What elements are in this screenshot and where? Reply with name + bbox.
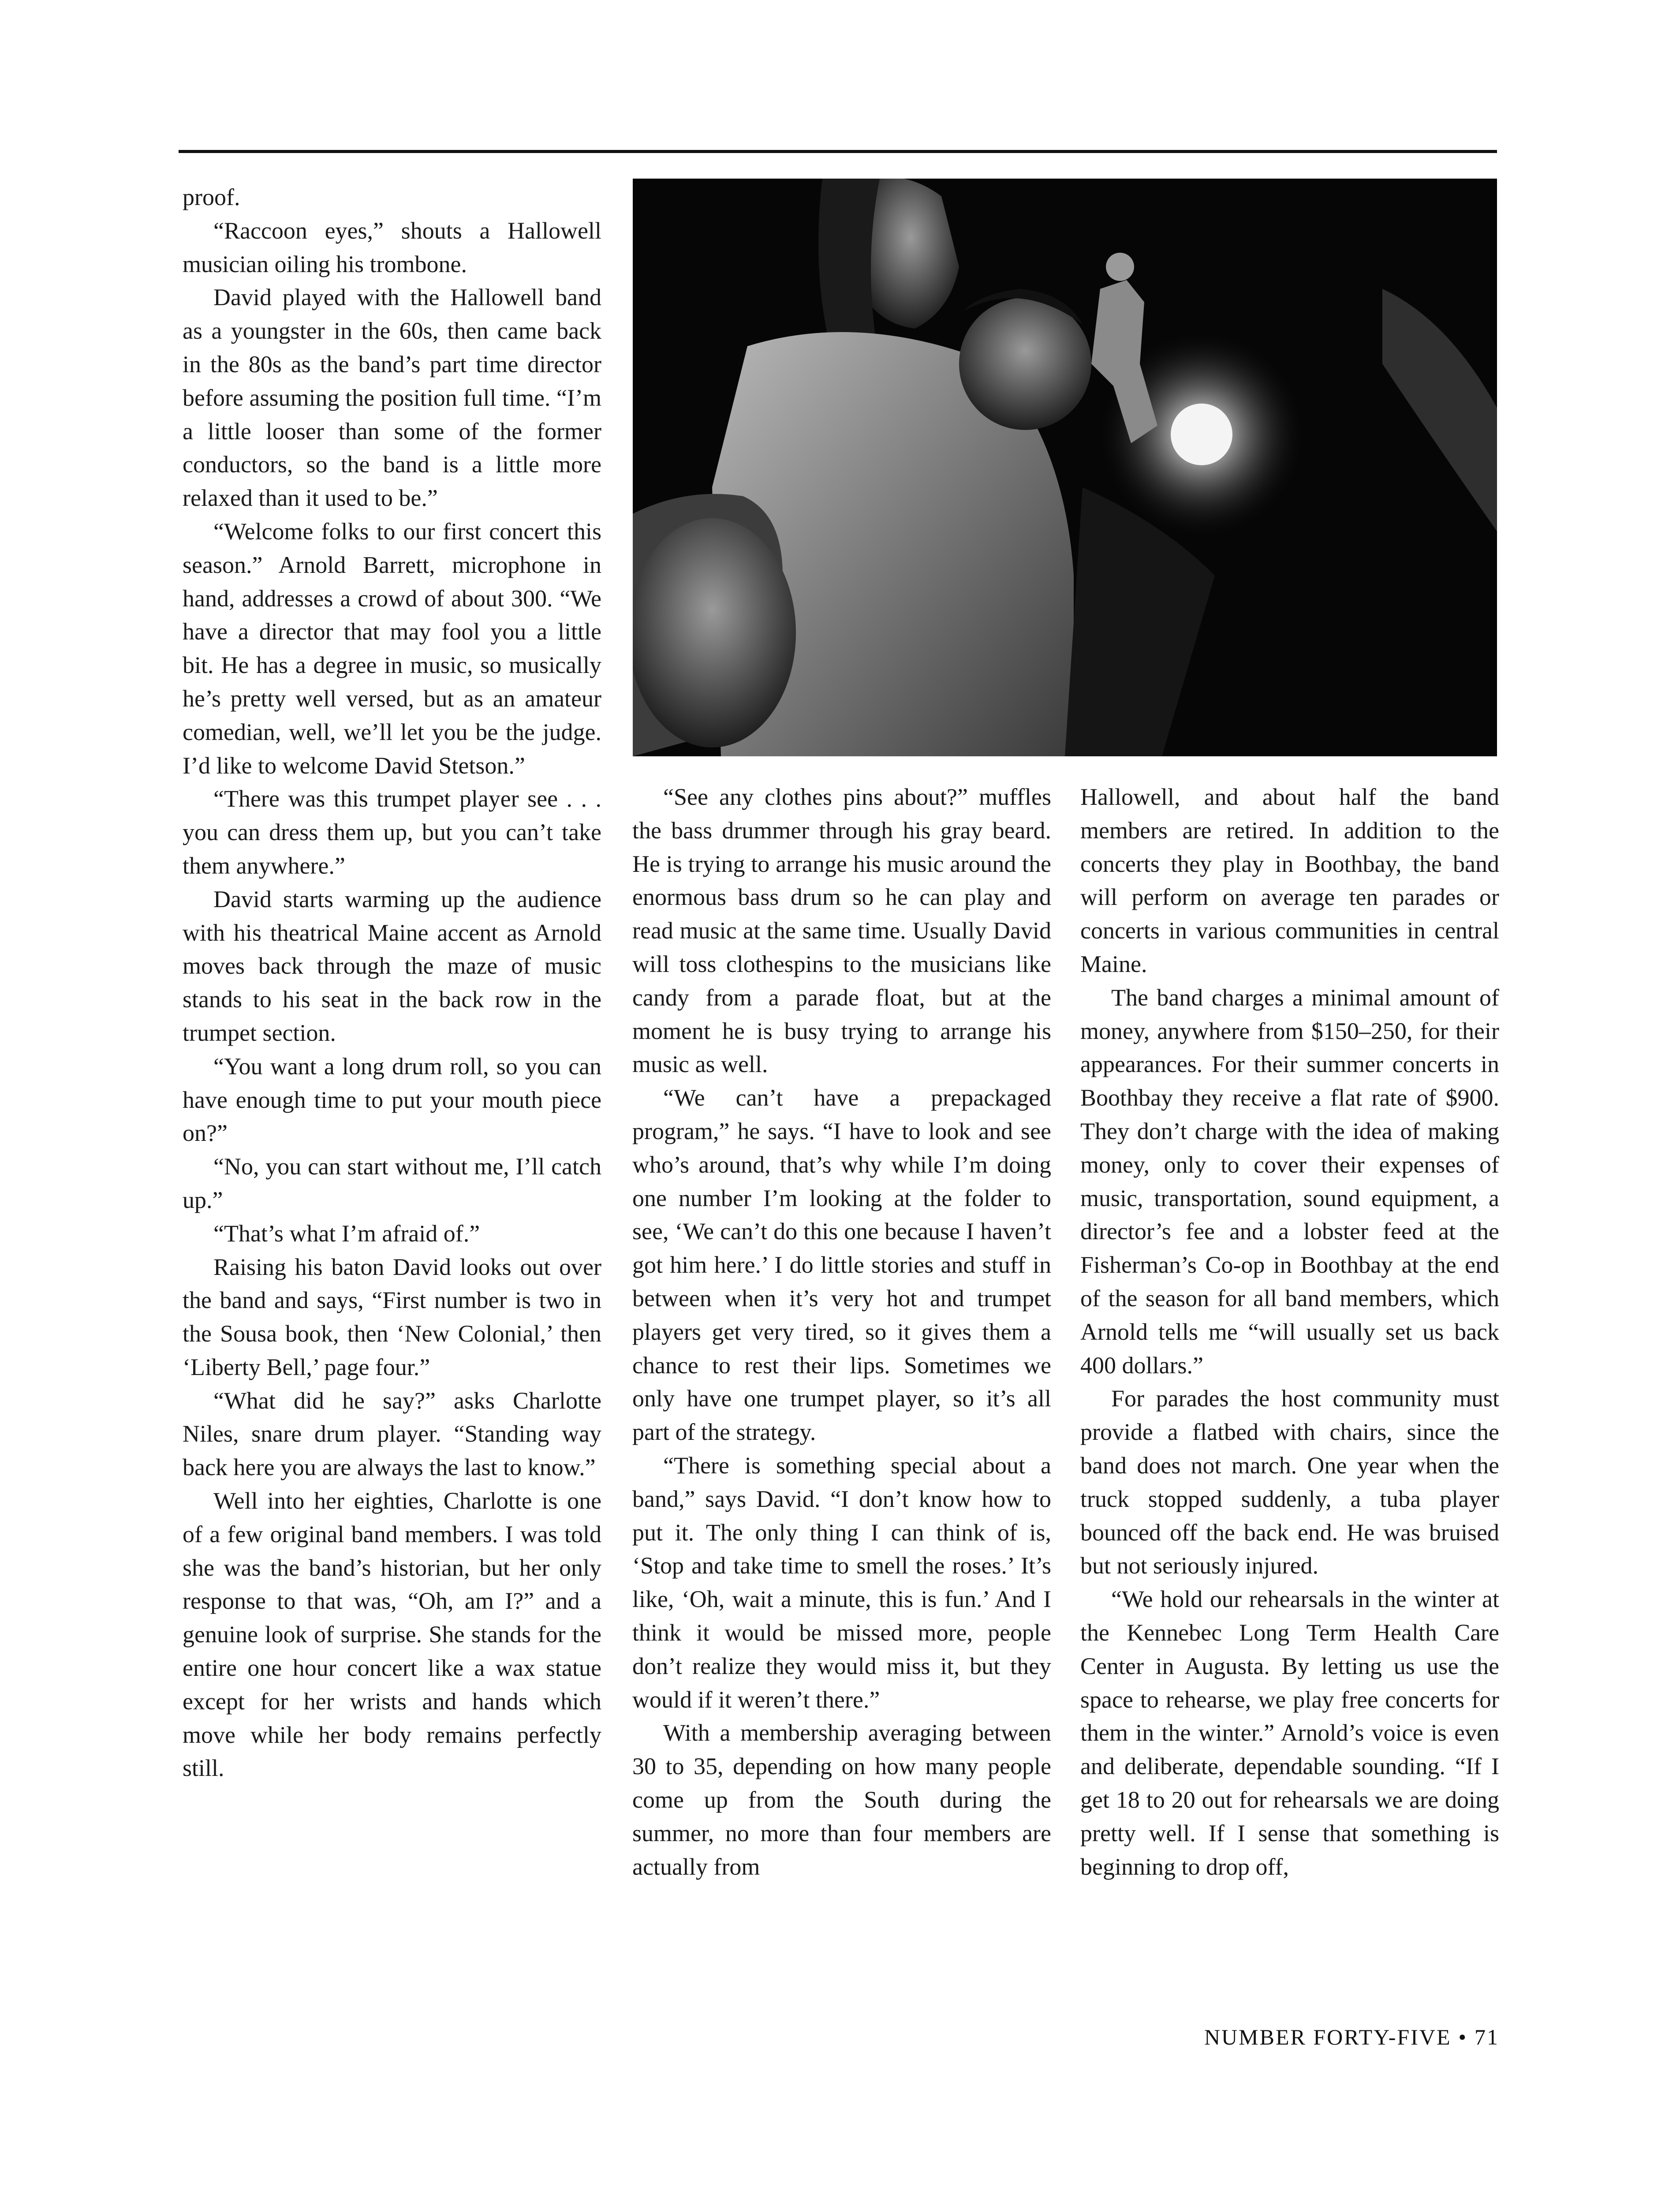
paragraph: proof.	[183, 184, 240, 210]
paragraph: “Raccoon eyes,” shouts a Hallowell musician oiling his trombone.	[183, 217, 601, 277]
paragraph: “See any clothes pins about?” muffles the bass drummer through his gray beard. He is trying to arrange his music around the enormous bass drum so he can play and read music at the same time. Usually David will toss clothespins to the musicians like candy from a parade float, but at the moment he is busy trying to arrange his music as well.	[632, 784, 1051, 1078]
footer-bullet: •	[1458, 2025, 1467, 2049]
paragraph: “You want a long drum roll, so you can have enough time to put your mouth piece on?”	[183, 1053, 601, 1147]
paragraph: For parades the host community must provide a flatbed with chairs, since the band does not march. One year when the truck stopped suddenly, a tuba player bounced off the back end. He was bruised but not seriously injured.	[1080, 1385, 1499, 1579]
paragraph: “That’s what I’m afraid of.”	[213, 1220, 480, 1247]
article-column-3	[1080, 781, 1499, 1884]
paragraph: Well into her eighties, Charlotte is one of a few original band members. I was told she was the band’s historian, but her only response to that was, “Oh, am I?” and a genuine look of surprise. She stands for the entire one hour concert like a wax statue except for her wrists and hands which move while her body remains perfectly still.	[183, 1487, 601, 1782]
paragraph: “No, you can start without me, I’ll catch up.”	[183, 1153, 601, 1213]
article-column-2	[632, 781, 1051, 1884]
paragraph: With a membership averaging between 30 to 35, depending on how many people come up from the South during the summer, no more than four members are actually from	[632, 1719, 1051, 1880]
paragraph: “Welcome folks to our first concert this season.” Arnold Barrett, microphone in hand, addresses a crowd of about 300. “We have a director that may fool you a little bit. He has a degree in music, so musically he’s pretty well versed, but as an amateur comedian, well, we’ll let you be the judge. I’d like to welcome David Stetson.”	[183, 518, 601, 779]
paragraph: “We can’t have a prepackaged program,” he says. “I have to look and see who’s around, that’s why while I’m doing one number I’m looking at the folder to see, ‘We can’t do this one because I haven’t got him here.’ I do little stories and stuff in between when it’s very hot and trumpet players get very tired, so it gives them a chance to rest their lips. Sometimes we only have one trumpet player, so it’s all part of the strategy.	[632, 1084, 1051, 1446]
paragraph: “What did he say?” asks Charlotte Niles, snare drum player. “Standing way back here you are always the last to know.”	[183, 1387, 601, 1481]
paragraph: “There was this trumpet player see . . . you can dress them up, but you can’t take them anywhere.”	[183, 785, 601, 879]
article-photo	[633, 179, 1497, 756]
page-footer	[1146, 2024, 1499, 2050]
paragraph: David played with the Hallowell band as a youngster in the 60s, then came back in the 80s as the band’s part time director before assuming the position full time. “I’m a little looser than some of the former conductors, so the band is a little more relaxed than it used to be.”	[183, 284, 601, 512]
paragraph: Raising his baton David looks out over the band and says, “First number is two in the Sousa book, then ‘New Colonial,’ then ‘Liberty Bell,’ page four.”	[183, 1253, 601, 1380]
page-number: 71	[1475, 2025, 1499, 2049]
paragraph: Hallowell, and about half the band members are retired. In addition to the concerts they play in Boothbay, the band will perform on average ten parades or concerts in various communities in central Maine.	[1080, 784, 1499, 977]
header-rule	[179, 150, 1497, 153]
paragraph: “We hold our rehearsals in the winter at the Kennebec Long Term Health Care Center in Augusta. By letting us use the space to rehearse, we play free concerts for them in the winter.” Arnold’s voice is even and deliberate, dependable sounding. “If I get 18 to 20 out for rehearsals we are doing pretty well. If I sense that something is beginning to drop off,	[1080, 1586, 1499, 1880]
paragraph: David starts warming up the audience with his theatrical Maine accent as Arnold moves back through the maze of music stands to his seat in the back row in the trumpet section.	[183, 886, 601, 1046]
paragraph: “There is something special about a band,” says David. “I don’t know how to put it. The only thing I can think of is, ‘Stop and take time to smell the roses.’ It’s like, ‘Oh, wait a minute, this is fun.’ And I think it would be missed more, people don’t realize they would miss it, but they would if it weren’t there.”	[632, 1452, 1051, 1713]
paragraph: The band charges a minimal amount of money, anywhere from $150–250, for their appearances. For their summer concerts in Boothbay they receive a flat rate of $900. They don’t charge with the idea of making money, only to cover their expenses of music, transportation, sound equipment, a director’s fee and a lobster feed at the Fisherman’s Co-op in Boothbay at the end of the season for all band members, which Arnold tells me “will usually set us back 400 dollars.”	[1080, 984, 1499, 1379]
publication-name: NUMBER FORTY-FIVE	[1204, 2025, 1452, 2049]
article-column-1	[183, 181, 601, 1785]
